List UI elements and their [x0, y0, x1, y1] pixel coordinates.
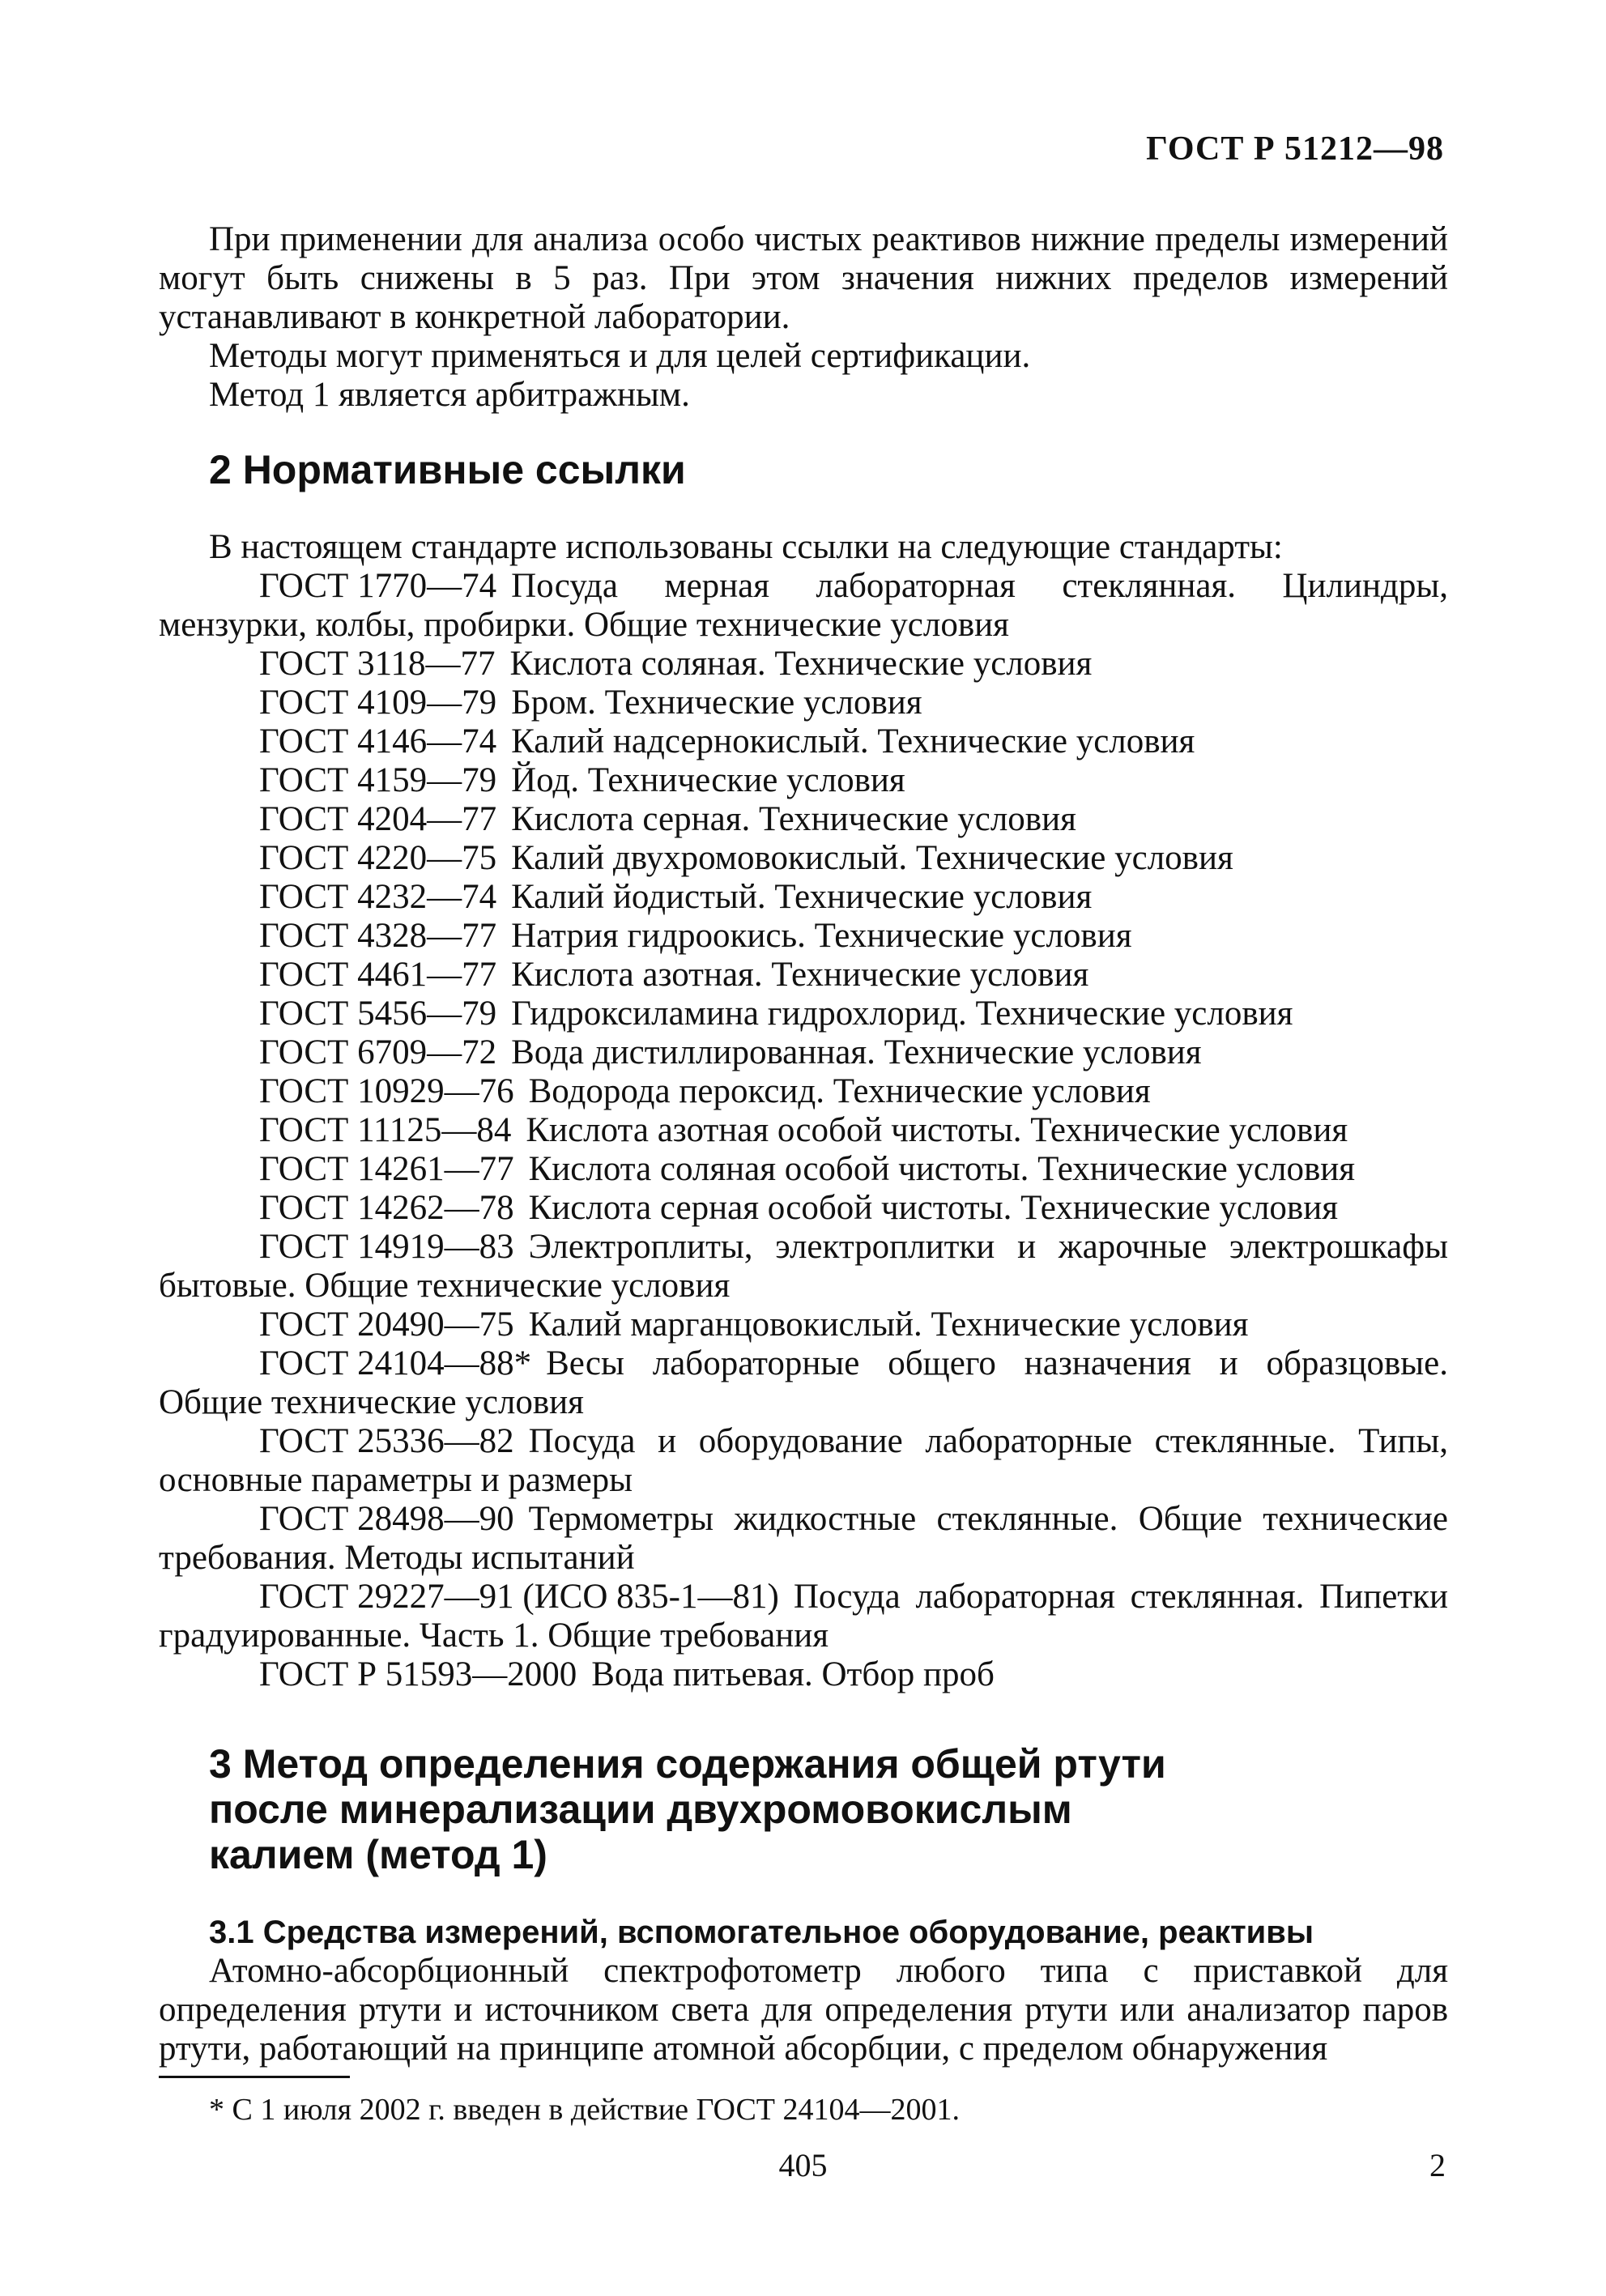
reference-title: Натрия гидроокись. Технические условия: [511, 917, 1132, 955]
reference-title: Термометры жидкостные стеклянные. Общие технические требования. Методы испытаний: [159, 1500, 1448, 1577]
reference-title: Калий двухромовокислый. Технические условия: [511, 839, 1233, 877]
reference-title: Посуда и оборудование лабораторные стеклянные. Типы, основные параметры и размеры: [159, 1422, 1448, 1499]
reference-code: ГОСТ 11125—84: [259, 1111, 512, 1149]
reference-code: ГОСТ 10929—76: [259, 1072, 514, 1110]
reference-item: [159, 1422, 1448, 1500]
intro-paragraph: При применении для анализа особо чистых реактивов нижние пределы измерений могут быть снижены в 5 раз. При этом значения нижних пределов измерений устанавливают в конкретной лаборатории.: [159, 220, 1448, 336]
reference-item: [159, 1344, 1448, 1422]
reference-title: Калий йодистый. Технические условия: [511, 878, 1093, 916]
reference-title: Весы лабораторные общего назначения и образцовые. Общие технические условия: [159, 1344, 1448, 1421]
reference-code: ГОСТ 4159—79: [259, 761, 497, 799]
sheet-number: 2: [1429, 2147, 1446, 2183]
reference-title: Электроплиты, электроплитки и жарочные электрошкафы бытовые. Общие технические условия: [159, 1228, 1448, 1305]
reference-title: Кислота соляная. Технические условия: [509, 645, 1093, 683]
reference-code: ГОСТ 4220—75: [259, 839, 497, 877]
intro-paragraph: Метод 1 является арбитражным.: [209, 376, 690, 414]
reference-title: Гидроксиламина гидрохлорид. Технические условия: [511, 995, 1293, 1033]
reference-code: ГОСТ 4232—74: [259, 878, 497, 916]
reference-title: Посуда лабораторная стеклянная. Пипетки градуированные. Часть 1. Общие требования: [159, 1578, 1448, 1655]
reference-item: [159, 1228, 1448, 1306]
reference-code: ГОСТ 4461—77: [259, 956, 497, 994]
reference-title: Кислота соляная особой чистоты. Технические условия: [528, 1150, 1356, 1188]
reference-title: Кислота азотная. Технические условия: [511, 956, 1089, 994]
reference-code: ГОСТ 4109—79: [259, 684, 497, 722]
reference-item: [159, 995, 1448, 1033]
reference-item: [159, 684, 1448, 722]
reference-title: Кислота азотная особой чистоты. Технические условия: [526, 1111, 1348, 1149]
references-list: [159, 567, 1448, 1694]
reference-title: Вода дистиллированная. Технические условия: [511, 1033, 1202, 1071]
reference-code: ГОСТ 4328—77: [259, 917, 497, 955]
footnote: * С 1 июля 2002 г. введен в действие ГОСТ 24104—2001.: [209, 2093, 961, 2127]
page-content: [159, 220, 1448, 2068]
reference-item: [159, 1189, 1448, 1228]
reference-title: Кислота серная особой чистоты. Технические условия: [528, 1189, 1338, 1227]
references-lead: В настоящем стандарте использованы ссылки на следующие стандарты:: [209, 528, 1283, 566]
reference-item: [159, 800, 1448, 839]
reference-item: [159, 645, 1448, 684]
reference-code: ГОСТ 24104—88*: [259, 1344, 532, 1382]
reference-title: Водорода пероксид. Технические условия: [528, 1072, 1151, 1110]
reference-code: ГОСТ 4204—77: [259, 800, 497, 838]
reference-item: [159, 761, 1448, 800]
reference-item: [159, 1033, 1448, 1072]
intro-paragraph: Методы могут применяться и для целей сертификации.: [209, 337, 1031, 375]
subsection-3-1-heading: 3.1 Средства измерений, вспомогательное оборудование, реактивы: [209, 1915, 1314, 1950]
reference-title: Йод. Технические условия: [511, 761, 905, 799]
reference-code: ГОСТ 3118—77: [259, 645, 496, 683]
reference-item: [159, 1578, 1448, 1655]
reference-title: Посуда мерная лабораторная стеклянная. Цилиндры, мензурки, колбы, пробирки. Общие технические условия: [159, 567, 1448, 644]
reference-title: Калий надсернокислый. Технические условия: [511, 722, 1195, 760]
reference-code: ГОСТ 25336—82: [259, 1422, 514, 1460]
reference-item: [159, 878, 1448, 917]
reference-code: ГОСТ 1770—74: [259, 567, 497, 605]
section-3-heading: 3 Метод определения содержания общей ртути после минерализации двухромовокислым калием (метод 1): [209, 1741, 1166, 1877]
reference-title: Кислота серная. Технические условия: [511, 800, 1076, 838]
reference-code: ГОСТ Р 51593—2000: [259, 1655, 577, 1693]
reference-code: ГОСТ 29227—91 (ИСО 835-1—81): [259, 1578, 779, 1616]
section-3-paragraph: Атомно-абсорбционный спектрофотометр любого типа с приставкой для определения ртути и источником света для определения ртути или анализатор паров ртути, работающий на принципе атомной абсорбции, с пределом обнаружения: [159, 1952, 1448, 2068]
reference-code: ГОСТ 14919—83: [259, 1228, 514, 1266]
reference-code: ГОСТ 4146—74: [259, 722, 497, 760]
reference-item: [159, 917, 1448, 956]
reference-title: Бром. Технические условия: [511, 684, 922, 722]
reference-item: [159, 1500, 1448, 1578]
reference-code: ГОСТ 6709—72: [259, 1033, 497, 1071]
reference-title: Калий марганцовокислый. Технические условия: [528, 1306, 1249, 1344]
reference-code: ГОСТ 20490—75: [259, 1306, 514, 1344]
reference-item: [159, 1111, 1448, 1150]
document-code: ГОСТ Р 51212—98: [1146, 130, 1444, 168]
reference-item: [159, 1306, 1448, 1344]
reference-item: [159, 567, 1448, 645]
reference-code: ГОСТ 14261—77: [259, 1150, 514, 1188]
reference-item: [159, 722, 1448, 761]
page-number: 405: [778, 2147, 828, 2183]
reference-item: [159, 956, 1448, 995]
reference-item: [159, 1150, 1448, 1189]
reference-item: [159, 1072, 1448, 1111]
reference-item: [159, 839, 1448, 878]
reference-code: ГОСТ 5456—79: [259, 995, 497, 1033]
footnote-divider: [159, 2076, 350, 2078]
reference-item: [159, 1655, 1448, 1694]
reference-code: ГОСТ 14262—78: [259, 1189, 514, 1227]
section-2-heading: 2 Нормативные ссылки: [209, 447, 686, 492]
reference-code: ГОСТ 28498—90: [259, 1500, 514, 1538]
reference-title: Вода питьевая. Отбор проб: [591, 1655, 995, 1693]
